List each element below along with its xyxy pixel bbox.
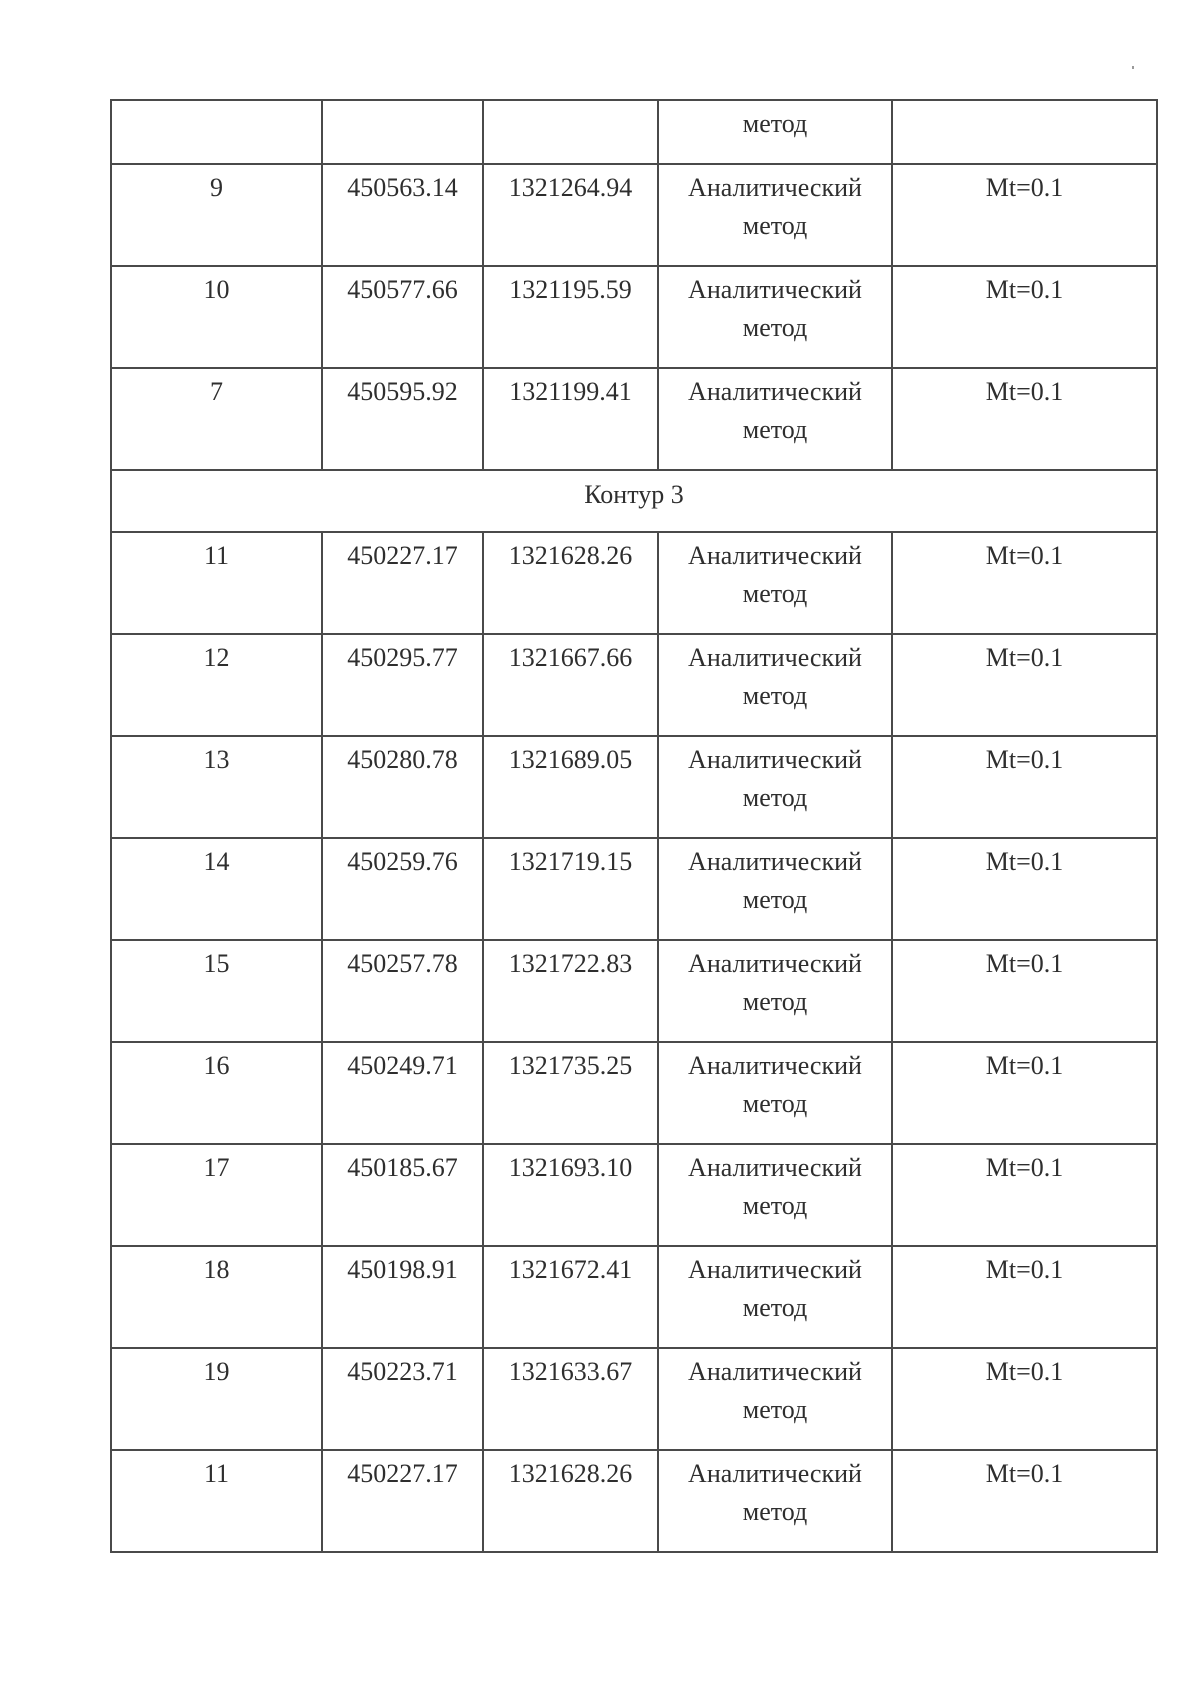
point-number-cell-text: 11	[203, 541, 230, 570]
point-number-cell-text: 17	[203, 1153, 230, 1182]
table-row	[111, 368, 1157, 470]
table-row	[111, 736, 1157, 838]
coordinates-table-body	[111, 100, 1157, 1552]
method-cell	[658, 266, 892, 368]
point-number-cell	[111, 368, 322, 470]
x-coordinate-cell	[322, 736, 483, 838]
accuracy-cell	[892, 532, 1157, 634]
table-row	[111, 266, 1157, 368]
point-number-cell	[111, 1246, 322, 1348]
method-cell-text: Аналитический метод	[688, 377, 862, 444]
method-cell	[658, 1144, 892, 1246]
method-cell-text: Аналитический метод	[688, 1459, 862, 1526]
x-coordinate-cell	[322, 368, 483, 470]
y-coordinate-cell	[483, 1348, 658, 1450]
y-coordinate-cell	[483, 368, 658, 470]
y-coordinate-cell	[483, 1450, 658, 1552]
y-coordinate-cell-text: 1321735.25	[508, 1051, 633, 1080]
accuracy-cell-text: Mt=0.1	[985, 847, 1064, 876]
x-coordinate-cell	[322, 1246, 483, 1348]
accuracy-cell-text: Mt=0.1	[985, 275, 1064, 304]
table-row	[111, 532, 1157, 634]
point-number-cell-text: 12	[203, 643, 230, 672]
point-number-cell-text: 19	[203, 1357, 230, 1386]
x-coordinate-cell	[322, 1450, 483, 1552]
table-row	[111, 164, 1157, 266]
x-coordinate-cell	[322, 1144, 483, 1246]
accuracy-cell	[892, 1144, 1157, 1246]
point-number-cell	[111, 532, 322, 634]
accuracy-cell	[892, 164, 1157, 266]
y-coordinate-cell	[483, 266, 658, 368]
method-cell-text: Аналитический метод	[688, 949, 862, 1016]
method-cell-text: Аналитический метод	[688, 275, 862, 342]
y-coordinate-cell	[483, 736, 658, 838]
accuracy-cell-text: Mt=0.1	[985, 1459, 1064, 1488]
y-coordinate-cell-text: 1321199.41	[509, 377, 632, 406]
point-number-cell	[111, 1348, 322, 1450]
x-coordinate-cell-text: 450227.17	[347, 1459, 458, 1488]
y-coordinate-cell-text: 1321264.94	[508, 173, 633, 202]
y-coordinate-cell-text: 1321195.59	[509, 275, 632, 304]
x-coordinate-cell	[322, 1042, 483, 1144]
method-cell	[658, 1246, 892, 1348]
point-number-cell-text: 18	[203, 1255, 230, 1284]
table-row	[111, 1144, 1157, 1246]
method-cell-text: Аналитический метод	[688, 847, 862, 914]
point-number-cell-text: 9	[210, 173, 223, 202]
x-coordinate-cell-text: 450577.66	[347, 275, 458, 304]
x-coordinate-cell-text: 450257.78	[347, 949, 458, 978]
accuracy-cell	[892, 1450, 1157, 1552]
point-number-cell	[111, 1042, 322, 1144]
accuracy-cell-text: Mt=0.1	[985, 745, 1064, 774]
accuracy-cell	[892, 838, 1157, 940]
point-number-cell	[111, 736, 322, 838]
coordinates-table	[110, 99, 1158, 1553]
table-row	[111, 1450, 1157, 1552]
method-cell-text: Аналитический метод	[688, 1153, 862, 1220]
method-cell: метод	[658, 100, 892, 164]
table-row	[111, 940, 1157, 1042]
accuracy-cell	[892, 634, 1157, 736]
accuracy-cell-text: Mt=0.1	[985, 1357, 1064, 1386]
y-coordinate-cell-text: 1321628.26	[508, 1459, 633, 1488]
method-cell	[658, 368, 892, 470]
x-coordinate-cell-text: 450280.78	[347, 745, 458, 774]
y-coordinate-cell-text: 1321628.26	[508, 541, 633, 570]
accuracy-cell	[892, 940, 1157, 1042]
point-number-cell	[111, 100, 322, 164]
table-row	[111, 838, 1157, 940]
accuracy-cell-text: Mt=0.1	[985, 643, 1064, 672]
point-number-cell-text: 14	[203, 847, 230, 876]
y-coordinate-cell	[483, 1246, 658, 1348]
y-coordinate-cell-text: 1321667.66	[508, 643, 633, 672]
x-coordinate-cell-text: 450198.91	[347, 1255, 458, 1284]
continuation-row	[111, 100, 1157, 164]
accuracy-cell-text: Mt=0.1	[985, 1255, 1064, 1284]
method-cell	[658, 532, 892, 634]
method-cell	[658, 1042, 892, 1144]
y-coordinate-cell-text: 1321633.67	[508, 1357, 633, 1386]
accuracy-cell	[892, 736, 1157, 838]
x-coordinate-cell	[322, 100, 483, 164]
x-coordinate-cell-text: 450595.92	[347, 377, 458, 406]
accuracy-cell-text: Mt=0.1	[985, 1153, 1064, 1182]
x-coordinate-cell	[322, 940, 483, 1042]
point-number-cell	[111, 940, 322, 1042]
x-coordinate-cell	[322, 1348, 483, 1450]
scan-speck	[1132, 66, 1134, 69]
point-number-cell-text: 15	[203, 949, 230, 978]
x-coordinate-cell-text: 450563.14	[347, 173, 458, 202]
method-cell-text: Аналитический метод	[688, 1357, 862, 1424]
point-number-cell	[111, 634, 322, 736]
point-number-cell	[111, 266, 322, 368]
point-number-cell-text: 13	[203, 745, 230, 774]
method-cell	[658, 1450, 892, 1552]
y-coordinate-cell	[483, 1042, 658, 1144]
x-coordinate-cell-text: 450223.71	[347, 1357, 458, 1386]
x-coordinate-cell	[322, 266, 483, 368]
accuracy-cell	[892, 1042, 1157, 1144]
accuracy-cell	[892, 100, 1157, 164]
table-row	[111, 1246, 1157, 1348]
point-number-cell	[111, 164, 322, 266]
accuracy-cell-text: Mt=0.1	[985, 173, 1064, 202]
table-row	[111, 1348, 1157, 1450]
method-cell-text: Аналитический метод	[688, 643, 862, 710]
y-coordinate-cell-text: 1321693.10	[508, 1153, 633, 1182]
accuracy-cell-text: Mt=0.1	[985, 541, 1064, 570]
method-cell	[658, 940, 892, 1042]
y-coordinate-cell	[483, 838, 658, 940]
x-coordinate-cell-text: 450185.67	[347, 1153, 458, 1182]
accuracy-cell-text: Mt=0.1	[985, 1051, 1064, 1080]
point-number-cell-text: 7	[210, 377, 223, 406]
x-coordinate-cell	[322, 164, 483, 266]
method-cell-text: Аналитический метод	[688, 541, 862, 608]
x-coordinate-cell	[322, 838, 483, 940]
method-cell-text: Аналитический метод	[688, 1051, 862, 1118]
point-number-cell	[111, 1144, 322, 1246]
method-cell	[658, 634, 892, 736]
table-row	[111, 1042, 1157, 1144]
y-coordinate-cell	[483, 532, 658, 634]
y-coordinate-cell	[483, 940, 658, 1042]
method-cell	[658, 736, 892, 838]
method-cell	[658, 164, 892, 266]
x-coordinate-cell-text: 450227.17	[347, 541, 458, 570]
x-coordinate-cell	[322, 634, 483, 736]
method-cell-text: Аналитический метод	[688, 1255, 862, 1322]
accuracy-cell	[892, 266, 1157, 368]
y-coordinate-cell	[483, 1144, 658, 1246]
point-number-cell-text: 16	[203, 1051, 230, 1080]
x-coordinate-cell	[322, 532, 483, 634]
y-coordinate-cell	[483, 100, 658, 164]
point-number-cell-text: 11	[203, 1459, 230, 1488]
x-coordinate-cell-text: 450249.71	[347, 1051, 458, 1080]
x-coordinate-cell-text: 450295.77	[347, 643, 458, 672]
point-number-cell	[111, 1450, 322, 1552]
y-coordinate-cell-text: 1321672.41	[508, 1255, 633, 1284]
method-cell	[658, 1348, 892, 1450]
contour-header-row	[111, 470, 1157, 532]
method-cell	[658, 838, 892, 940]
y-coordinate-cell-text: 1321719.15	[508, 847, 633, 876]
accuracy-cell	[892, 1348, 1157, 1450]
accuracy-cell	[892, 368, 1157, 470]
point-number-cell-text: 10	[203, 275, 230, 304]
method-cell-text: Аналитический метод	[688, 173, 862, 240]
accuracy-cell-text: Mt=0.1	[985, 377, 1064, 406]
y-coordinate-cell-text: 1321689.05	[508, 745, 633, 774]
y-coordinate-cell	[483, 634, 658, 736]
point-number-cell	[111, 838, 322, 940]
y-coordinate-cell-text: 1321722.83	[508, 949, 633, 978]
accuracy-cell	[892, 1246, 1157, 1348]
accuracy-cell-text: Mt=0.1	[985, 949, 1064, 978]
y-coordinate-cell	[483, 164, 658, 266]
method-cell-text: Аналитический метод	[688, 745, 862, 812]
x-coordinate-cell-text: 450259.76	[347, 847, 458, 876]
contour-title: Контур 3	[111, 470, 1157, 532]
table-row	[111, 634, 1157, 736]
